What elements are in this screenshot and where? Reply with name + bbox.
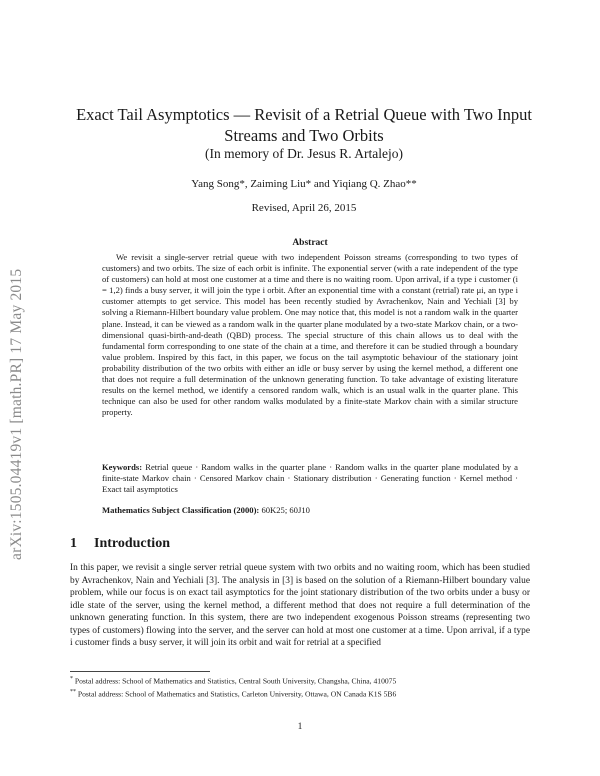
author-list: Yang Song*, Zaiming Liu* and Yiqiang Q. Zhao** <box>191 178 417 190</box>
footnote-mark: * <box>70 676 73 682</box>
footnote-text: Postal address: School of Mathematics and Statistics, Central South University, Changsha, China, 410075 <box>73 676 397 686</box>
section-title: Introduction <box>94 536 170 551</box>
introduction-text: In this paper, we revisit a single server retrial queue system with two orbits and no waiting room, which has been studied by Avrachenkov, Nain and Yechiali [3]. The analysis in [3] is based on the solution of a Riemann-Hilbert boundary value problem, while our focus is on exact tail asymptotics for the joint stationary distribution of the two orbits under a busy or idle state of the server, using the kernel method, a different method that does not require a full determination of the unknown generating function. In this system, there are two independent exogenous Poisson streams (representing two types of customers) flowing into the server, and the server can hold at most one customer at a time. Upon arrival, if a type i customer finds a busy server, it will join its orbit and wait for retrial at a specified <box>70 563 530 648</box>
footnotes <box>70 674 530 699</box>
footnote-mark: ** <box>70 688 76 695</box>
paper-title: Exact Tail Asymptotics — Revisit of a Retrial Queue with Two Input Streams and Two Orbits <box>76 105 532 145</box>
section-number: 1 <box>70 536 77 551</box>
keywords-text: Retrial queue · Random walks in the quarter plane · Random walks in the quarter plane modulated by a finite-state Markov chain · Censored Markov chain · Stationary distribution · Generating function · Kernel method · Exact tail asymptotics <box>102 462 518 495</box>
msc-label: Mathematics Subject Classification (2000): <box>102 505 260 515</box>
footnote <box>70 687 530 700</box>
arxiv-identifier-stamp: arXiv:1505.04419v1 [math.PR] 17 May 2015 <box>8 268 25 560</box>
paper-subtitle: (In memory of Dr. Jesus R. Artalejo) <box>205 146 403 161</box>
revision-date: Revised, April 26, 2015 <box>251 202 357 214</box>
footnote-text: Postal address: School of Mathematics and Statistics, Carleton University, Ottawa, ON Canada K1S 5B6 <box>76 689 397 699</box>
abstract-heading: Abstract <box>292 238 328 248</box>
msc-text: 60K25; 60J10 <box>259 505 310 515</box>
msc-block <box>102 505 518 515</box>
footnote <box>70 674 530 687</box>
page-number: 1 <box>297 722 303 732</box>
footnote-divider <box>70 671 210 672</box>
section-heading-introduction <box>70 536 530 552</box>
abstract-text: We revisit a single-server retrial queue with two independent Poisson streams (corresponding to two types of customers) and two orbits. The size of each orbit is infinite. The exponential server (with a rate independent of the type of customers) can hold at most one customer at a time and there is no waiting room. Upon arrival, if a type i customer (i = 1,2) finds a busy server, it will join the type i orbit. After an exponential time with a constant (retrial) rate μi, an type i customer attempts to get service. This model has been recently studied by Avrachenkov, Nain and Yechiali [3] by solving a Riemann-Hilbert boundary value problem. One may notice that, this model is not a random walk in the quarter plane. Instead, it can be viewed as a random walk in the quarter plane modulated by a two-state Markov chain, or a two-dimensional quasi-birth-and-death (QBD) process. The special structure of this chain allows us to deal with the fundamental form corresponding to one state of the chain at a time, and therefore it can be studied through a boundary value problem. Inspired by this fact, in this paper, we focus on the tail asymptotic behaviour of the stationary joint probability distribution of the two orbits with either an idle or busy server by using the kernel method, a different one that does not require a full determination of the unknown generating function. To take advantage of existing literature results on the kernel method, we identify a censored random walk, which is an usual walk in the quarter plane. This technique can also be used for other random walks modulated by a finite-state Markov chain with a similar structure property. <box>102 252 518 418</box>
keywords-block <box>102 462 518 495</box>
keywords-label: Keywords: <box>102 462 143 472</box>
